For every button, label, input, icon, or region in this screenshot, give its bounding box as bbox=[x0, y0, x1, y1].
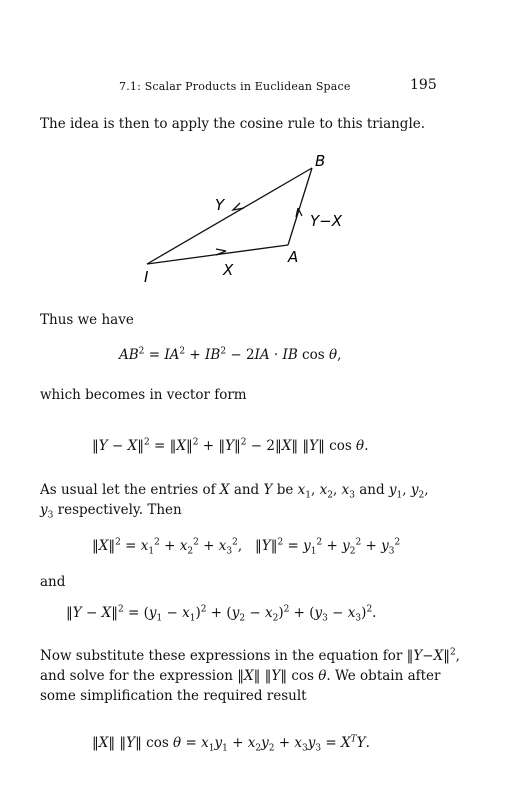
paragraph-entries: As usual let the entries of X and Y be $x_1$, $x_2$, $x_3$ and $y_1$, $y_2$, $y_3$ respectively. Then bbox=[40, 482, 429, 521]
paragraph-substitute: Now substitute these expressions in the equation for ‖Y−X‖$^2$, and solve for the expression ‖X‖ ‖Y‖ cos θ. We obtain after some simplification the required result bbox=[40, 647, 460, 704]
intro-paragraph: The idea is then to apply the cosine rule to this triangle. bbox=[40, 116, 426, 132]
label-y: Y bbox=[215, 196, 225, 214]
label-y-minus-x: Y−X bbox=[310, 212, 343, 230]
vector-y-minus-x-arrow-icon bbox=[296, 208, 302, 217]
label-a: A bbox=[288, 248, 299, 266]
equation-norms: ‖X‖$^2$ = $x_1^2 + x_2^2 + x_3^2$, ‖Y‖$^2$ = $y_1^2 + y_2^2 + y_3^2$ bbox=[92, 537, 401, 557]
equation-difference-norm: ‖Y − X‖$^2$ = $(y_1 - x_1)^2 + (y_2 - x_2)^2 + (y_3 - x_3)^2$. bbox=[66, 604, 377, 624]
label-x: X bbox=[223, 261, 234, 279]
paragraph-vector-form: which becomes in vector form bbox=[40, 387, 247, 403]
label-b: B bbox=[315, 152, 326, 170]
equation-dot-product: ‖X‖ ‖Y‖ $\cos \theta = x_1y_1 + x_2y_2 + x_3y_3 = X^TY$. bbox=[92, 734, 370, 754]
section-header: 7.1: Scalar Products in Euclidean Space bbox=[119, 80, 351, 93]
vector-y-arrow-icon bbox=[233, 203, 244, 210]
label-i: I bbox=[144, 268, 149, 286]
paragraph-thus: Thus we have bbox=[40, 312, 134, 328]
equation-vector-cosine: ‖Y − X‖$^2$ = ‖X‖$^2$ + ‖Y‖$^2$ − 2‖X‖ ‖Y‖ cos θ. bbox=[92, 437, 369, 454]
page-number: 195 bbox=[410, 77, 437, 93]
paragraph-and: and bbox=[40, 574, 66, 590]
equation-cosine-rule: $AB^2 = IA^2 + IB^2 - 2IA$ · IB cos θ, bbox=[119, 346, 342, 363]
triangle-figure bbox=[130, 148, 370, 288]
